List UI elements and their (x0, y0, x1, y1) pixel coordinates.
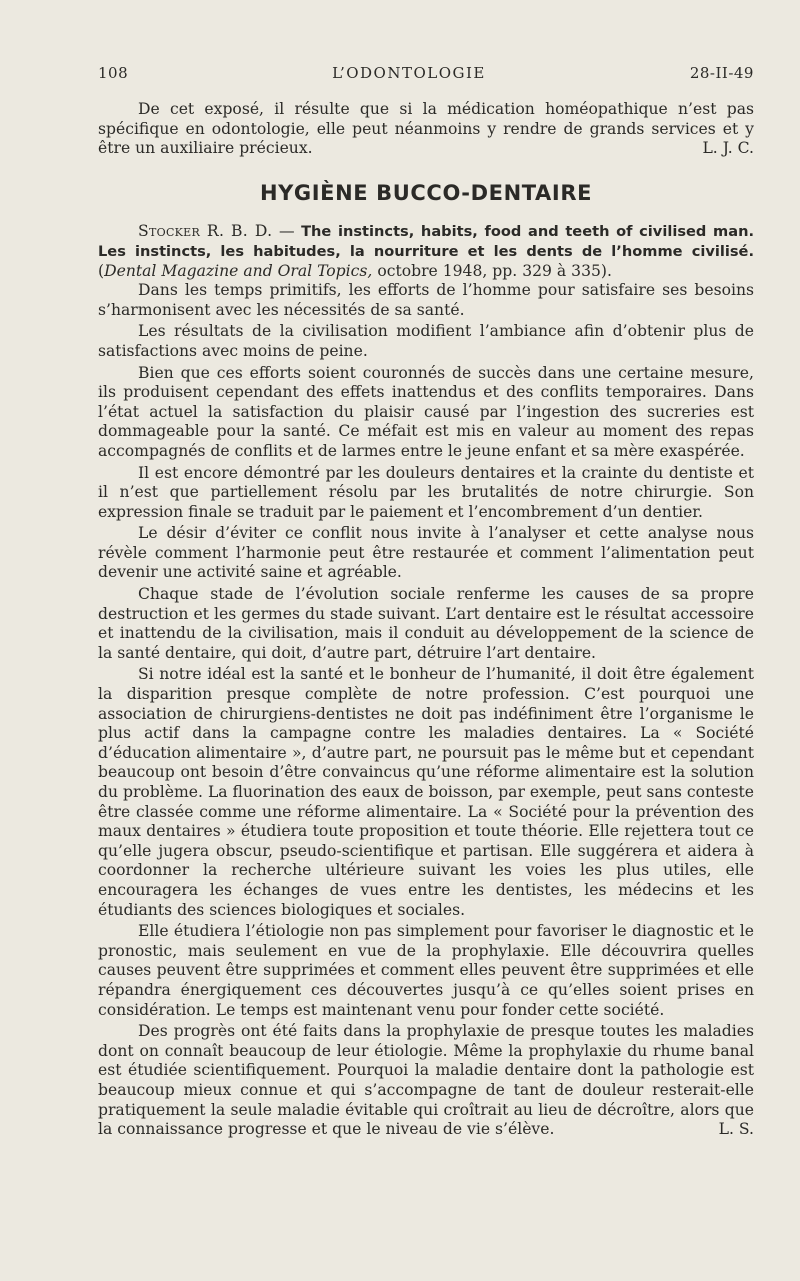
body-paragraph: Le désir d’éviter ce conflit nous invite à l’analyser et cette analyse nous révèle comment l’harmonie peut être restaurée et comment l’alimentation peut devenir une activité saine et agréable. (98, 524, 754, 582)
body-paragraph: Chaque stade de l’évolution sociale renferme les causes de sa propre destruction et les germes du stade suivant. L’art dentaire est le résultat accessoire et inattendu de la civilisation, mais il conduit au développement de la science de la santé dentaire, qui doit, d’autre part, détruire l’art dentaire. (98, 585, 754, 662)
body-paragraph: Les résultats de la civilisation modifient l’ambiance afin d’obtenir plus de satisfactions avec moins de peine. (98, 322, 754, 360)
reference-title-french: Les instincts, les habitudes, la nourriture et les dents de l’homme civilisé. (98, 242, 754, 260)
body-paragraph: Bien que ces efforts soient couronnés de succès dans une certaine mesure, ils produisent cependant des effets inattendus et des conflits temporaires. Dans l’état actuel la satisfaction du plaisir causé par l’ingestion des sucreries est dommageable pour la santé. Ce méfait est mis en valeur au moment des repas accompagnés de conflits et de larmes entre le jeune enfant et sa mère exaspérée. (98, 363, 754, 460)
journal-title: L’ODONTOLOGIE (332, 64, 486, 82)
bibliographic-reference (98, 222, 754, 281)
intro-signature: L. J. C. (702, 139, 754, 158)
intro-text: De cet exposé, il résulte que si la médication homéopathique n’est pas spécifique en odontologie, elle peut néanmoins y rendre de grands services et y être un auxiliaire précieux. (98, 100, 754, 158)
body-paragraph: Si notre idéal est la santé et le bonheur de l’humanité, il doit être également la disparition presque complète de notre profession. C’est pourquoi une association de chirurgiens-dentistes ne doit pas indéfiniment être l’organisme le plus actif dans la campagne contre les maladies dentaires. La « Société d’éducation alimentaire », d’autre part, ne poursuit pas le même but et cependant beaucoup ont besoin d’être convaincus qu’une réforme alimentaire est la solution du problème. La fluorination des eaux de boisson, par exemple, peut sans conteste être classée comme une réforme alimentaire. La « Société pour la prévention des maux dentaires » étudiera toute proposition et toute théorie. Elle rejettera tout ce qu’elle jugera obscur, pseudo-scientifique et partisan. Elle suggérera et aidera à coordonner la recherche ultérieure suivant les voies les plus utiles, elle encouragera les échanges de vues entre les dentistes, les médecins et les étudiants des sciences biologiques et sociales. (98, 665, 754, 919)
issue-date: 28-II-49 (689, 64, 754, 82)
final-paragraph (98, 1022, 754, 1140)
reference-dash: — (272, 222, 302, 241)
reference-source-details: octobre 1948, pp. 329 à 335). (372, 261, 612, 280)
final-signature: L. S. (718, 1120, 754, 1139)
body-paragraph: Il est encore démontré par les douleurs dentaires et la crainte du dentiste et il n’est que partiellement résolu par les brutalités de notre chirurgie. Son expression finale se traduit par le paiement et l’encombrement d’un dentier. (98, 463, 754, 521)
section-heading: HYGIÈNE BUCCO-DENTAIRE (259, 180, 593, 205)
final-paragraph-text: Des progrès ont été faits dans la prophylaxie de presque toutes les maladies dont on connaît beaucoup de leur étiologie. Même la prophylaxie du rhume banal est étudiée scientifiquement. Pourquoi la maladie dentaire dont la pathologie est beaucoup mieux connue et qui s’accompagne de tant de douleur resterait-elle pratiquement la seule maladie évitable qui croîtrait au lieu de décroître, alors que la connaissance progresse et que le niveau de vie s’élève. (98, 1022, 754, 1139)
reference-author: Stocker R. B. D. (138, 222, 273, 241)
reference-source-open: ( (98, 261, 105, 280)
body-paragraph: Elle étudiera l’étiologie non pas simplement pour favoriser le diagnostic et le pronostic, mais seulement en vue de la prophylaxie. Elle découvrira quelles causes peuvent être supprimées et comment elles peuvent être supprimées et elle répandra énergiquement ces découvertes jusqu’à ce qu’elles soient prises en considération. Le temps est maintenant venu pour fonder cette société. (98, 922, 754, 1019)
body-paragraph: Dans les temps primitifs, les efforts de l’homme pour satisfaire ses besoins s’harmonisent avec les nécessités de sa santé. (98, 281, 754, 319)
intro-paragraph (98, 100, 754, 159)
reference-source: Dental Magazine and Oral Topics, (104, 261, 373, 280)
running-header (98, 64, 754, 82)
reference-title-english: The instincts, habits, food and teeth of civilised man. (301, 223, 755, 241)
article-body (98, 100, 754, 1140)
page-number: 108 (98, 64, 129, 82)
